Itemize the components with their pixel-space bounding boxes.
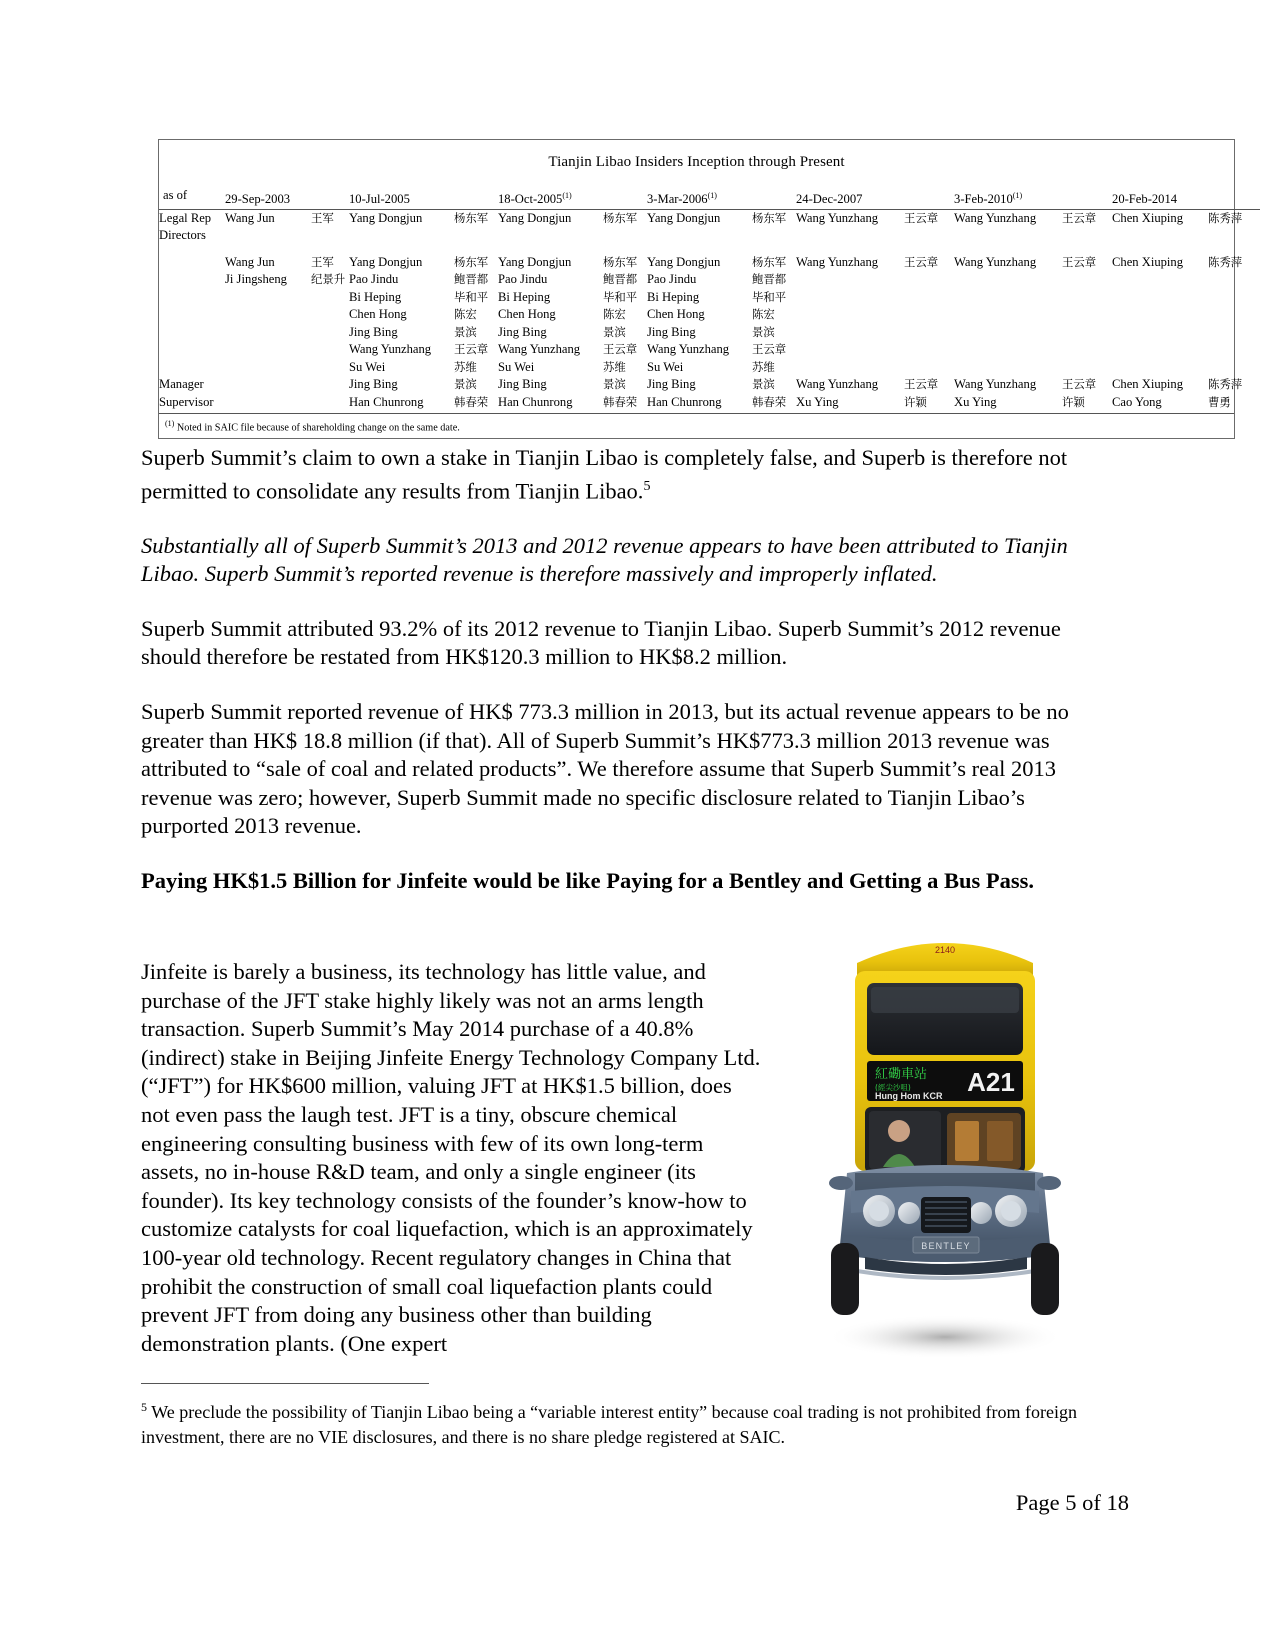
car-headlight-left-small — [898, 1202, 920, 1224]
date-header-1: 10-Jul-2005 — [349, 187, 498, 209]
paragraph-2013-revenue: Superb Summit reported revenue of HK$ 773.3 million in 2013, but its actual revenue appears to be no greater than HK$ 18.8 million (if that). All of Superb Summit’s HK$773.3 million 2013 revenue was attributed to “sale of coal and related products”. We therefore assume that Superb Summit’s real 2013 revenue was zero; however, Superb Summit made no specific disclosure related to Tianjin Libao’s purported 2013 revenue. — [141, 699, 1069, 839]
cell-en: Wang Yunzhang — [954, 377, 1037, 392]
cell-cn: 王云章 — [752, 342, 787, 357]
car-mirror-left — [829, 1176, 853, 1190]
cell-en: Han Chunrong — [349, 394, 424, 409]
empty-cell — [225, 324, 349, 342]
bus-destination-cn: 紅磡車站 — [875, 1067, 928, 1082]
cell-en: Han Chunrong — [647, 394, 722, 409]
table-header-row — [159, 187, 1260, 209]
cell-en: Wang Jun — [225, 254, 275, 269]
cell-en: Jing Bing — [647, 324, 696, 339]
cell-en: Chen Hong — [498, 307, 556, 322]
empty-cell — [159, 341, 225, 359]
cell-en: Yang Dongjun — [647, 254, 721, 269]
bus-on-bentley-photo — [795, 925, 1095, 1365]
cell-en: Yang Dongjun — [349, 210, 423, 225]
empty-cell — [225, 306, 349, 324]
footnote-text: We preclude the possibility of Tianjin Libao being a “variable interest entity” because coal trading is not prohibited from foreign investment, there are no VIE disclosures, and there is no share pledge registered at SAIC. — [141, 1402, 1077, 1447]
cell-cn: 景滨 — [454, 324, 477, 339]
cell-cn: 韩春荣 — [752, 394, 787, 409]
cell-cn: 王云章 — [454, 342, 489, 357]
cell-cn: 杨东军 — [752, 210, 787, 225]
empty-cell — [159, 271, 225, 289]
cell-cn: 陈秀萍 — [1208, 254, 1243, 269]
cell-cn: 鲍晋都 — [603, 272, 638, 287]
cell-en: Wang Yunzhang — [796, 254, 879, 269]
car-headlight-right-inner — [1001, 1201, 1021, 1221]
cell-cn: 陈秀萍 — [1208, 377, 1243, 392]
footnote-ref-5: 5 — [643, 478, 651, 494]
cell-en: Wang Yunzhang — [954, 254, 1037, 269]
paragraph-jinfeite: Jinfeite is barely a business, its technology has little value, and purchase of the JFT stake highly likely was not an arms length transaction. Superb Summit’s May 2014 purchase of a 40.8% (indirect) stake in Beijing Jinfeite Energy Technology Company Ltd. (“JFT”) for HK$600 million, valuing JFT at HK$1.5 billion, does not even pass the laugh test. JFT is a tiny, obscure chemical engineering consulting business with few of its own long-term assets, no in-house R&D team, and only a single engineer (its founder). Its key technology consists of the founder’s know-how to customize catalysts for coal liquefaction, which is an approximately 100-year old technology. Recent regulatory changes in China that prohibit the construction of small coal liquefaction plants could prevent JFT from doing any business other than building demonstration plants. (One expert — [141, 959, 761, 1356]
cell-en: Chen Xiuping — [1112, 254, 1184, 269]
section-heading-bentley: Paying HK$1.5 Billion for Jinfeite would be like Paying for a Bentley and Getting a Bus Pass. — [141, 868, 1034, 894]
date-header-4: 24-Dec-2007 — [796, 187, 954, 209]
empty-cell — [225, 341, 349, 359]
empty-cell — [225, 289, 349, 307]
table-row-director — [159, 271, 1260, 289]
cell-en: Jing Bing — [647, 377, 696, 392]
table-row-director — [159, 324, 1260, 342]
cell-en: Chen Hong — [647, 307, 705, 322]
date-header-6: 20-Feb-2014 — [1112, 187, 1260, 209]
cell-cn: 纪景升 — [311, 272, 346, 287]
cell-en: Han Chunrong — [498, 394, 573, 409]
row-label-manager: Manager — [159, 377, 204, 392]
body-paragraphs-top — [141, 444, 1099, 922]
cell-cn: 杨东军 — [603, 210, 638, 225]
car-badge-text: BENTLEY — [921, 1241, 971, 1251]
cell-en: Yang Dongjun — [349, 254, 423, 269]
exhibit-footnote — [159, 413, 1234, 437]
table-row-directors-label — [159, 227, 1260, 245]
cell-en: Pao Jindu — [349, 272, 399, 287]
cell-en: Bi Heping — [349, 289, 402, 304]
empty-cell — [796, 359, 1260, 377]
paragraph-text: Superb Summit’s claim to own a stake in Tianjin Libao is completely false, and Superb is therefore not permitted to consolidate any results from Tianjin Libao. — [141, 445, 1068, 504]
table-spacer-row — [159, 245, 1260, 254]
car-headlight-left-inner — [869, 1201, 889, 1221]
paragraph-2012-revenue: Superb Summit attributed 93.2% of its 2012 revenue to Tianjin Libao. Superb Summit’s 2012 revenue should therefore be restated from HK$120.3 million to HK$8.2 million. — [141, 615, 1061, 670]
cell-cn: 苏维 — [752, 359, 775, 374]
insiders-table-exhibit — [158, 139, 1243, 439]
bus-interior-panel — [987, 1121, 1013, 1161]
cell-cn: 杨东军 — [752, 254, 787, 269]
table-row-director — [159, 306, 1260, 324]
cell-en: Yang Dongjun — [498, 210, 572, 225]
bus-bentley-illustration — [795, 925, 1095, 1365]
cell-cn: 景滨 — [454, 377, 477, 392]
date-header-5: 3-Feb-2010$^{(1)}$ — [954, 187, 1112, 209]
paragraph-revenue-attributed: Substantially all of Superb Summit’s 2013 and 2012 revenue appears to have been attributed to Tianjin Libao. Superb Summit’s reported revenue is therefore massively and improperly inflated. — [141, 532, 1068, 587]
bus-destination-en: Hung Hom KCR — [875, 1091, 943, 1101]
cell-en: Wang Yunzhang — [498, 342, 581, 357]
car-mirror-right — [1037, 1176, 1061, 1190]
cell-en: Su Wei — [647, 359, 684, 374]
empty-cell — [796, 271, 1260, 289]
cell-en: Jing Bing — [498, 324, 547, 339]
table-row-manager — [159, 376, 1260, 394]
table-row-legal-rep — [159, 209, 1260, 227]
cell-cn: 许颖 — [1062, 394, 1085, 409]
cell-en: Wang Yunzhang — [954, 210, 1037, 225]
cell-en: Wang Yunzhang — [796, 210, 879, 225]
cell-en: Chen Xiuping — [1112, 377, 1184, 392]
cell-en: Wang Yunzhang — [796, 377, 879, 392]
cell-en — [225, 394, 311, 412]
spacer — [159, 245, 1260, 254]
table-row-director — [159, 289, 1260, 307]
row-label-legal-rep: Legal Rep — [159, 210, 212, 225]
cell-cn: 景滨 — [752, 377, 775, 392]
row-label-supervisor: Supervisor — [159, 394, 214, 409]
page-number: Page 5 of 18 — [1015, 1490, 1129, 1515]
cell-cn: 景滨 — [603, 324, 626, 339]
cell-cn: 杨东军 — [454, 210, 489, 225]
cell-cn: 王军 — [311, 254, 334, 269]
as-of-label: as of — [159, 187, 225, 209]
bus-fleet-number: 2140 — [934, 945, 956, 955]
cell-cn: 景滨 — [603, 377, 626, 392]
cell-cn: 毕和平 — [454, 289, 489, 304]
car-tire-left — [831, 1243, 859, 1315]
cell-cn: 曹勇 — [1208, 394, 1231, 409]
cell-en: Cao Yong — [1112, 394, 1162, 409]
cell-cn: 陈宏 — [752, 307, 775, 322]
empty-cell — [159, 306, 225, 324]
bus-route-number: A21 — [967, 1067, 1015, 1097]
cell-en: Ji Jingsheng — [225, 272, 287, 287]
cell-cn: 韩春荣 — [603, 394, 638, 409]
cell-cn: 王云章 — [603, 342, 638, 357]
cell-en: Wang Yunzhang — [647, 342, 730, 357]
car-tire-right — [1031, 1243, 1059, 1315]
paragraph-jinfeite-column — [141, 958, 761, 1384]
cell-cn — [311, 394, 349, 412]
cell-en: Yang Dongjun — [647, 210, 721, 225]
cell-en: Jing Bing — [498, 377, 547, 392]
cell-en: Wang Jun — [225, 210, 275, 225]
table-row-director — [159, 341, 1260, 359]
cell-cn: 毕和平 — [752, 289, 787, 304]
page-footnote — [141, 1395, 1101, 1450]
bus-interior-panel — [955, 1121, 979, 1161]
empty-cell — [159, 254, 225, 272]
cell-cn: 王云章 — [904, 377, 939, 392]
cell-en: Yang Dongjun — [498, 254, 572, 269]
bus-glass-reflection — [871, 987, 1019, 1013]
cell-cn: 陈宏 — [603, 307, 626, 322]
cell-cn: 王云章 — [1062, 210, 1097, 225]
cell-cn: 苏维 — [454, 359, 477, 374]
car-headlight-right-small — [970, 1202, 992, 1224]
date-header-3: 3-Mar-2006$^{(1)}$ — [647, 187, 796, 209]
cell-cn: 杨东军 — [454, 254, 489, 269]
table-row-supervisor — [159, 394, 1260, 412]
cell-en: Bi Heping — [498, 289, 551, 304]
cell-en: Bi Heping — [647, 289, 700, 304]
cell-en: Wang Yunzhang — [349, 342, 432, 357]
cell-en: Su Wei — [498, 359, 535, 374]
cell-en — [225, 376, 311, 394]
empty-cell — [159, 289, 225, 307]
cell-en: Jing Bing — [349, 377, 398, 392]
footnote-separator-rule — [141, 1383, 429, 1384]
empty-cell — [796, 324, 1260, 342]
cell-en: Chen Xiuping — [1112, 210, 1184, 225]
cell-en: Pao Jindu — [498, 272, 548, 287]
cell-cn: 王云章 — [1062, 377, 1097, 392]
cell-cn: 鲍晋都 — [454, 272, 489, 287]
exhibit-title: Tianjin Libao Insiders Inception through Present — [548, 154, 845, 170]
bus-destination-sub-cn: (經尖沙咀) — [875, 1083, 911, 1092]
insiders-table — [159, 187, 1260, 411]
cell-cn: 王云章 — [1062, 254, 1097, 269]
cell-cn: 王军 — [311, 210, 334, 225]
cell-cn: 王云章 — [904, 254, 939, 269]
empty-cell — [796, 306, 1260, 324]
empty-cell — [225, 227, 1260, 245]
cell-en: Xu Ying — [796, 394, 839, 409]
empty-cell — [159, 324, 225, 342]
date-header-0: 29-Sep-2003 — [225, 187, 349, 209]
cell-cn: 鲍晋都 — [752, 272, 787, 287]
bus-driver-head — [888, 1120, 910, 1142]
exhibit-footnote-text: Noted in SAIC file because of shareholding change on the same date. — [176, 422, 460, 434]
table-row-director — [159, 359, 1260, 377]
cell-cn: 杨东军 — [603, 254, 638, 269]
cell-cn — [311, 376, 349, 394]
cell-en: Jing Bing — [349, 324, 398, 339]
cell-en: Su Wei — [349, 359, 386, 374]
empty-cell — [796, 289, 1260, 307]
cell-en: Xu Ying — [954, 394, 997, 409]
empty-cell — [796, 341, 1260, 359]
cell-en: Pao Jindu — [647, 272, 697, 287]
footnote-marker: 5 — [141, 1400, 147, 1414]
cell-en: Chen Hong — [349, 307, 407, 322]
cell-cn: 韩春荣 — [454, 394, 489, 409]
row-label-directors: Directors — [159, 228, 206, 243]
cell-cn: 毕和平 — [603, 289, 638, 304]
exhibit-footnote-marker: (1) — [165, 419, 175, 429]
cell-cn: 许颖 — [904, 394, 927, 409]
cell-cn: 陈秀萍 — [1208, 210, 1243, 225]
cell-cn: 苏维 — [603, 359, 626, 374]
cell-cn: 景滨 — [752, 324, 775, 339]
paragraph-claim-false — [141, 444, 1099, 506]
cell-cn: 陈宏 — [454, 307, 477, 322]
cell-cn: 王云章 — [904, 210, 939, 225]
table-row-director — [159, 254, 1260, 272]
date-header-2: 18-Oct-2005$^{(1)}$ — [498, 187, 647, 209]
empty-cell — [159, 359, 225, 377]
photo-shadow — [827, 1315, 1063, 1359]
empty-cell — [225, 359, 349, 377]
